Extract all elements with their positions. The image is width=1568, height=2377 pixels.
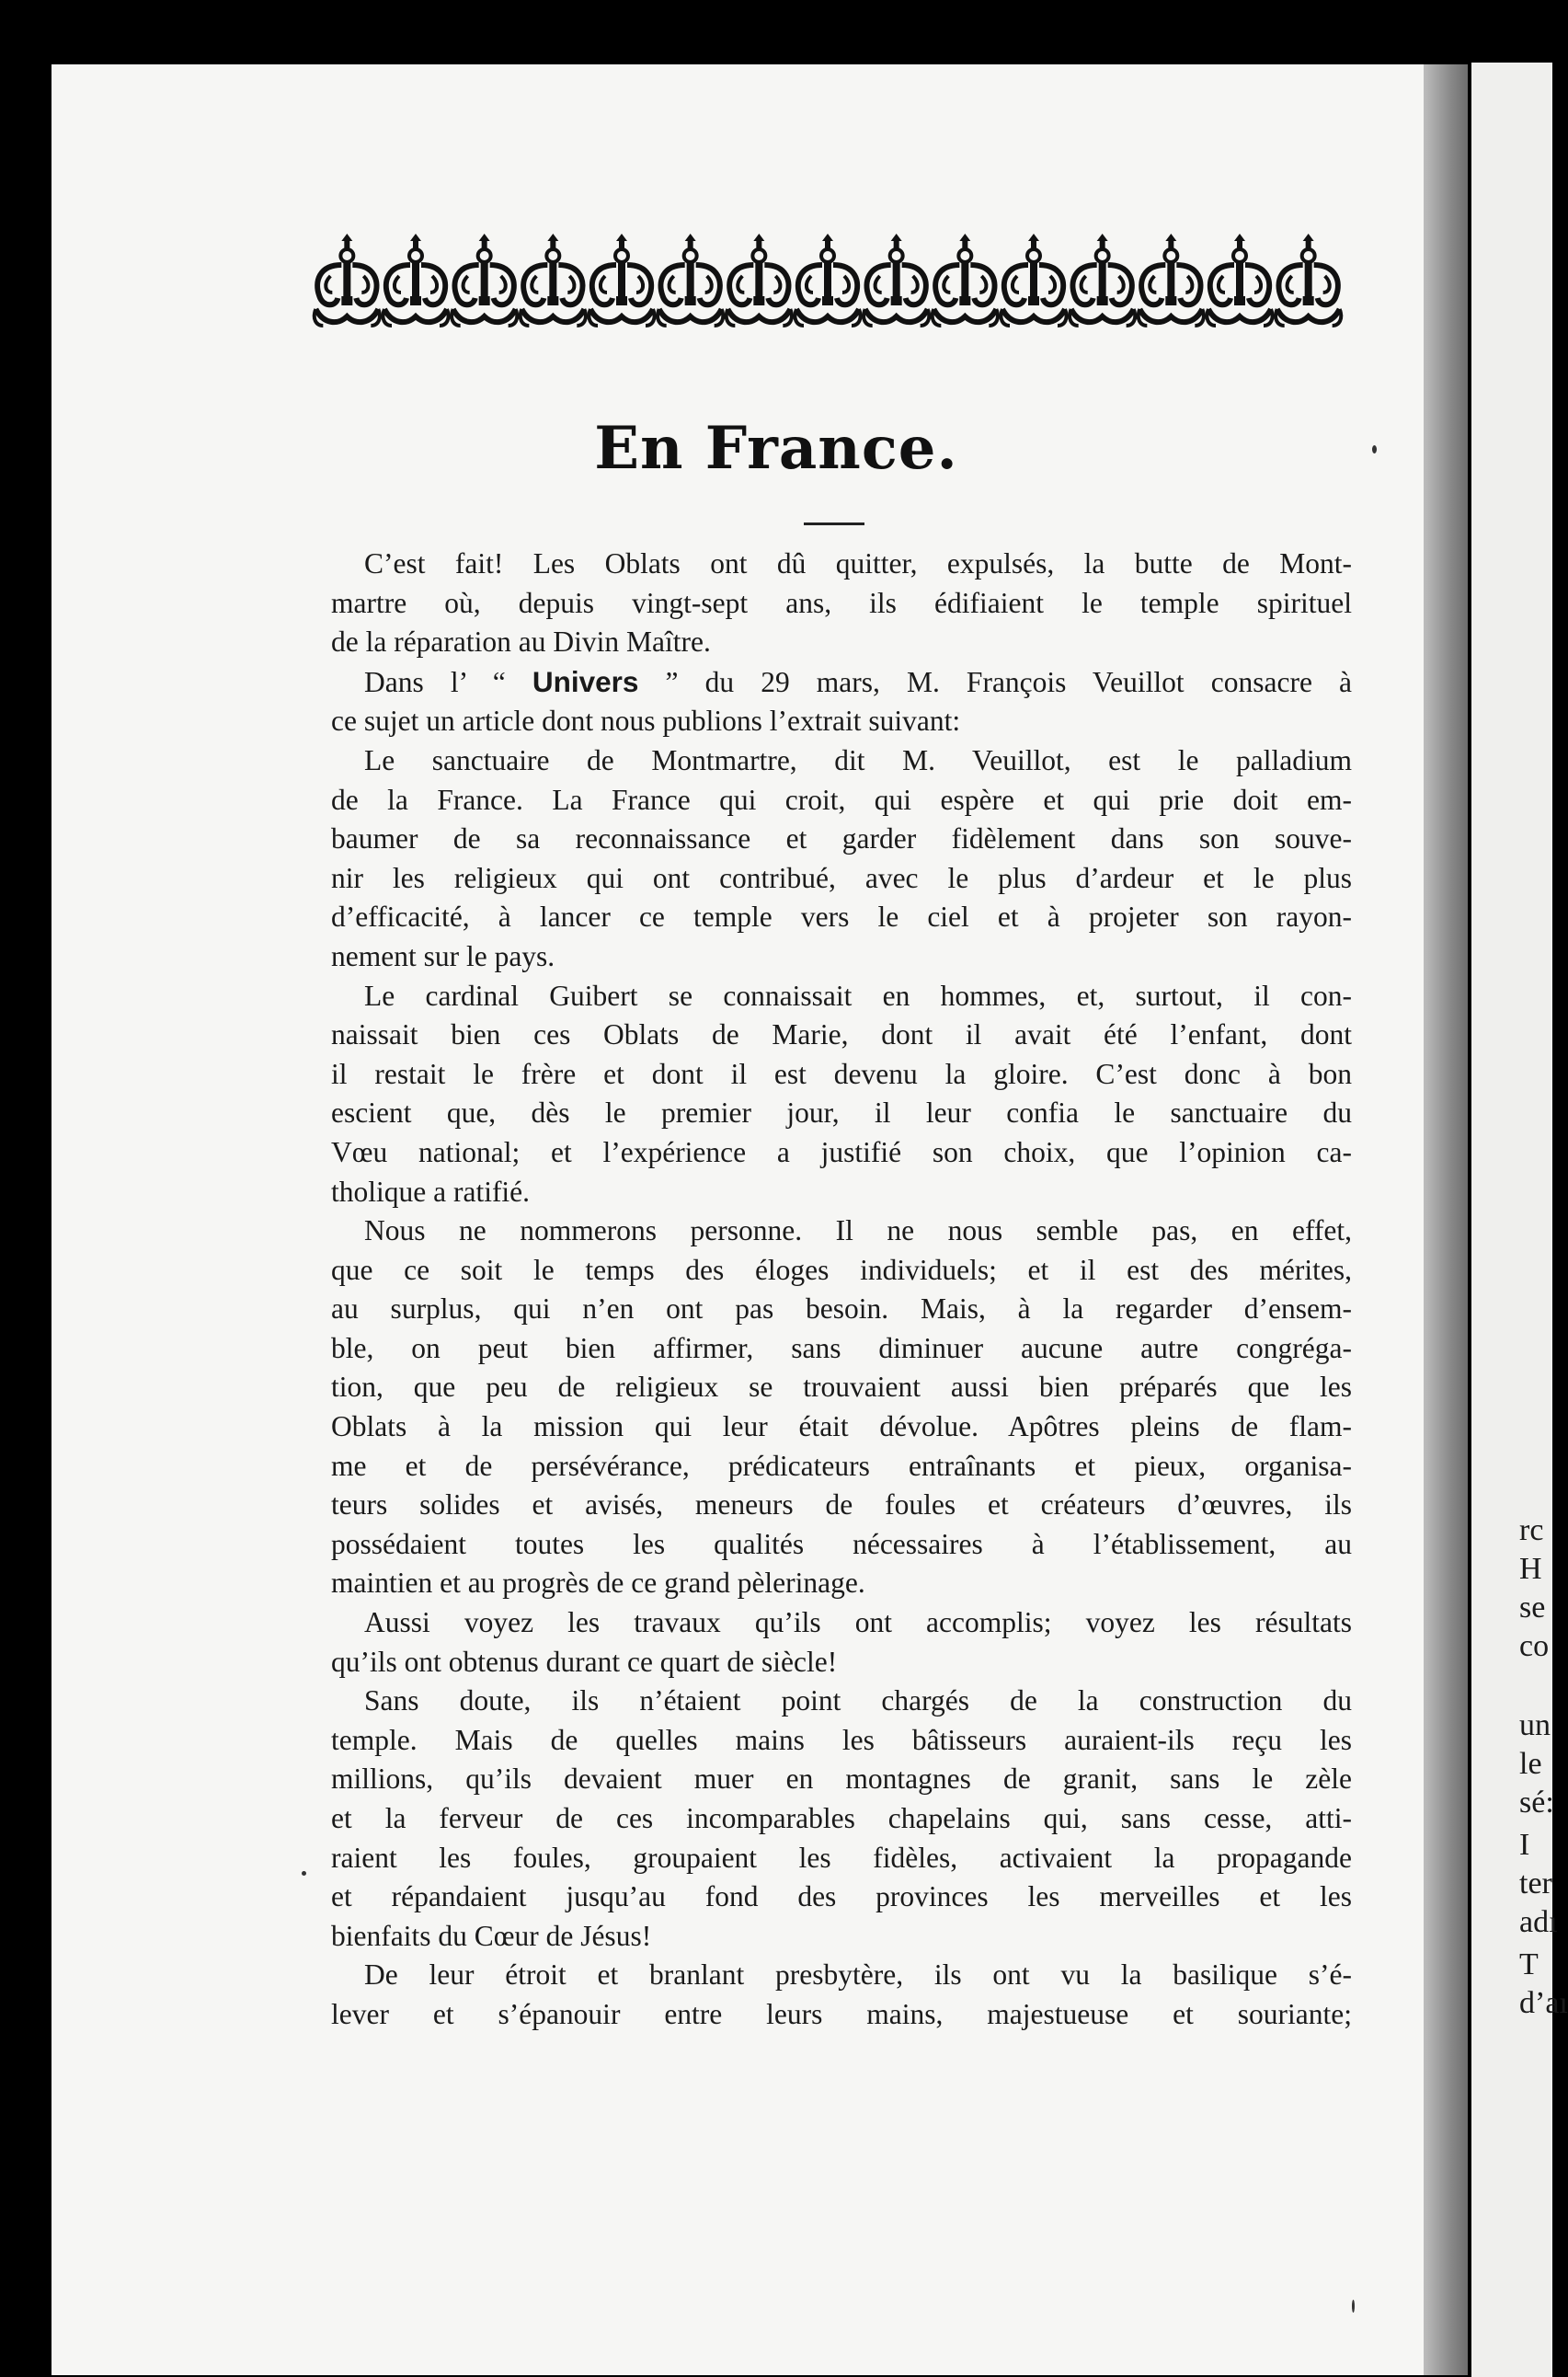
text-line: ble, on peut bien affirmer, sans diminuer aucune autre congréga- (331, 1331, 1352, 1364)
ornament-motif (1139, 234, 1204, 326)
text-line: qu’ils ont obtenus durant ce quart de siècle! (331, 1645, 838, 1678)
adjacent-page-text-fragment: d’aı (1519, 1986, 1568, 2020)
text-line: escient que, dès le premier jour, il leur confia le sanctuaire du (331, 1097, 1352, 1130)
text-segment: ” du 29 mars, M. François Veuillot consacre à (638, 665, 1352, 698)
text-line: baumer de sa reconnaissance et garder fidèlement dans son souve- (331, 822, 1352, 855)
text-line: naissait bien ces Oblats de Marie, dont il avait été l’enfant, dont (331, 1018, 1352, 1051)
text-line (331, 662, 1352, 703)
text-line: de la France. La France qui croit, qui espère et qui prie doit em- (331, 783, 1352, 816)
text-line: que ce soit le temps des éloges individuels; et il est des mérites, (331, 1253, 1352, 1286)
text-line: il restait le frère et dont il est devenu la gloire. C’est donc à bon (331, 1057, 1352, 1090)
adjacent-page-text-fragment: adı (1519, 1905, 1558, 1939)
text-line: ce sujet un article dont nous publions l’extrait suivant: (331, 705, 961, 738)
adjacent-page-text-fragment: rc (1519, 1513, 1544, 1547)
scan-speck (1352, 2300, 1355, 2313)
adjacent-page-text-fragment: ter (1519, 1866, 1552, 1900)
text-line: et répandaient jusqu’au fond des provinces les merveilles et les (331, 1880, 1352, 1913)
ornament-motif (933, 234, 998, 326)
adjacent-page-text-fragment: se (1519, 1590, 1546, 1625)
text-line: tion, que peu de religieux se trouvaient aussi bien préparés que les (331, 1371, 1352, 1404)
text-line: Oblats à la mission qui leur était dévolue. Apôtres pleins de flam- (331, 1410, 1352, 1443)
decorative-ornament-band (313, 228, 1343, 331)
ornament-icon (313, 228, 1343, 331)
ornament-motif (1207, 234, 1272, 326)
ornament-motif (315, 234, 380, 326)
text-line: nir les religieux qui ont contribué, avec le plus d’ardeur et le plus (331, 861, 1352, 894)
text-line: lever et s’épanouir entre leurs mains, majestueuse et souriante; (331, 1997, 1352, 2030)
text-line: nement sur le pays. (331, 939, 555, 972)
text-line: Nous ne nommerons personne. Il ne nous semble pas, en effet, (364, 1214, 1352, 1247)
adjacent-page-edge (1471, 63, 1568, 2377)
newspaper-name: Univers (532, 664, 639, 698)
text-line: teurs solides et avisés, meneurs de foules et créateurs d’œuvres, ils (331, 1488, 1352, 1522)
ornament-motif (1276, 234, 1341, 326)
ornament-motif (658, 234, 723, 326)
title-rule (804, 522, 864, 525)
ornament-motif (589, 234, 654, 326)
page-title: En France. (594, 414, 958, 483)
adjacent-page-text-fragment: un (1519, 1708, 1551, 1742)
article-body (331, 545, 1352, 2035)
text-line: martre où, depuis vingt-sept ans, ils édifiaient le temple spirituel (331, 586, 1352, 619)
text-line: bienfaits du Cœur de Jésus! (331, 1919, 652, 1952)
text-line: Aussi voyez les travaux qu’ils ont accomplis; voyez les résultats (364, 1606, 1352, 1639)
scan-speck (1372, 445, 1377, 454)
scan-speck (302, 1871, 306, 1876)
adjacent-page-text-fragment: sé: (1519, 1786, 1554, 1820)
ornament-motif (383, 234, 448, 326)
text-line: et la ferveur de ces incomparables chapelains qui, sans cesse, atti- (331, 1802, 1352, 1834)
text-segment: Dans l’ “ (364, 665, 532, 698)
text-line: maintien et au progrès de ce grand pèlerinage. (331, 1567, 865, 1600)
ornament-motif (452, 234, 517, 326)
text-line: Le sanctuaire de Montmartre, dit M. Veuillot, est le palladium (364, 743, 1352, 776)
text-line: Vœu national; et l’expérience a justifié son choix, que l’opinion ca- (331, 1135, 1352, 1168)
adjacent-page-text-fragment: le (1519, 1747, 1542, 1781)
text-line: De leur étroit et branlant presbytère, ils ont vu la basilique s’é- (364, 1958, 1352, 1992)
text-line: Sans doute, ils n’étaient point chargés de la construction du (364, 1684, 1352, 1717)
adjacent-page-text-fragment: co (1519, 1629, 1550, 1663)
text-line: millions, qu’ils devaient muer en montagnes de granit, sans le zèle (331, 1763, 1352, 1796)
text-line: C’est fait! Les Oblats ont dû quitter, expulsés, la butte de Mont- (364, 547, 1352, 580)
text-line: de la réparation au Divin Maître. (331, 626, 711, 659)
adjacent-page-text-fragment: I (1519, 1828, 1530, 1862)
page-gutter-shadow (1424, 64, 1468, 2375)
ornament-motif (1070, 234, 1135, 326)
ornament-motif (864, 234, 929, 326)
text-line: tholique a ratifié. (331, 1175, 531, 1208)
text-line: possédaient toutes les qualités nécessaires à l’établissement, au (331, 1527, 1352, 1560)
ornament-motif (727, 234, 792, 326)
text-line: au surplus, qui n’en ont pas besoin. Mais, à la regarder d’ensem- (331, 1292, 1352, 1326)
adjacent-page-text-fragment: T (1519, 1947, 1539, 1981)
text-line: Le cardinal Guibert se connaissait en hommes, et, surtout, il con- (364, 979, 1352, 1012)
ornament-motif (521, 234, 586, 326)
ornament-motif (1001, 234, 1066, 326)
text-line: d’efficacité, à lancer ce temple vers le ciel et à projeter son rayon- (331, 901, 1352, 934)
ornament-motif (795, 234, 860, 326)
text-line: me et de persévérance, prédicateurs entraînants et pieux, organisa- (331, 1449, 1352, 1482)
text-line: temple. Mais de quelles mains les bâtisseurs auraient-ils reçu les (331, 1723, 1352, 1756)
text-line: raient les foules, groupaient les fidèles, activaient la propagande (331, 1841, 1352, 1874)
adjacent-page-text-fragment: H (1519, 1552, 1542, 1586)
